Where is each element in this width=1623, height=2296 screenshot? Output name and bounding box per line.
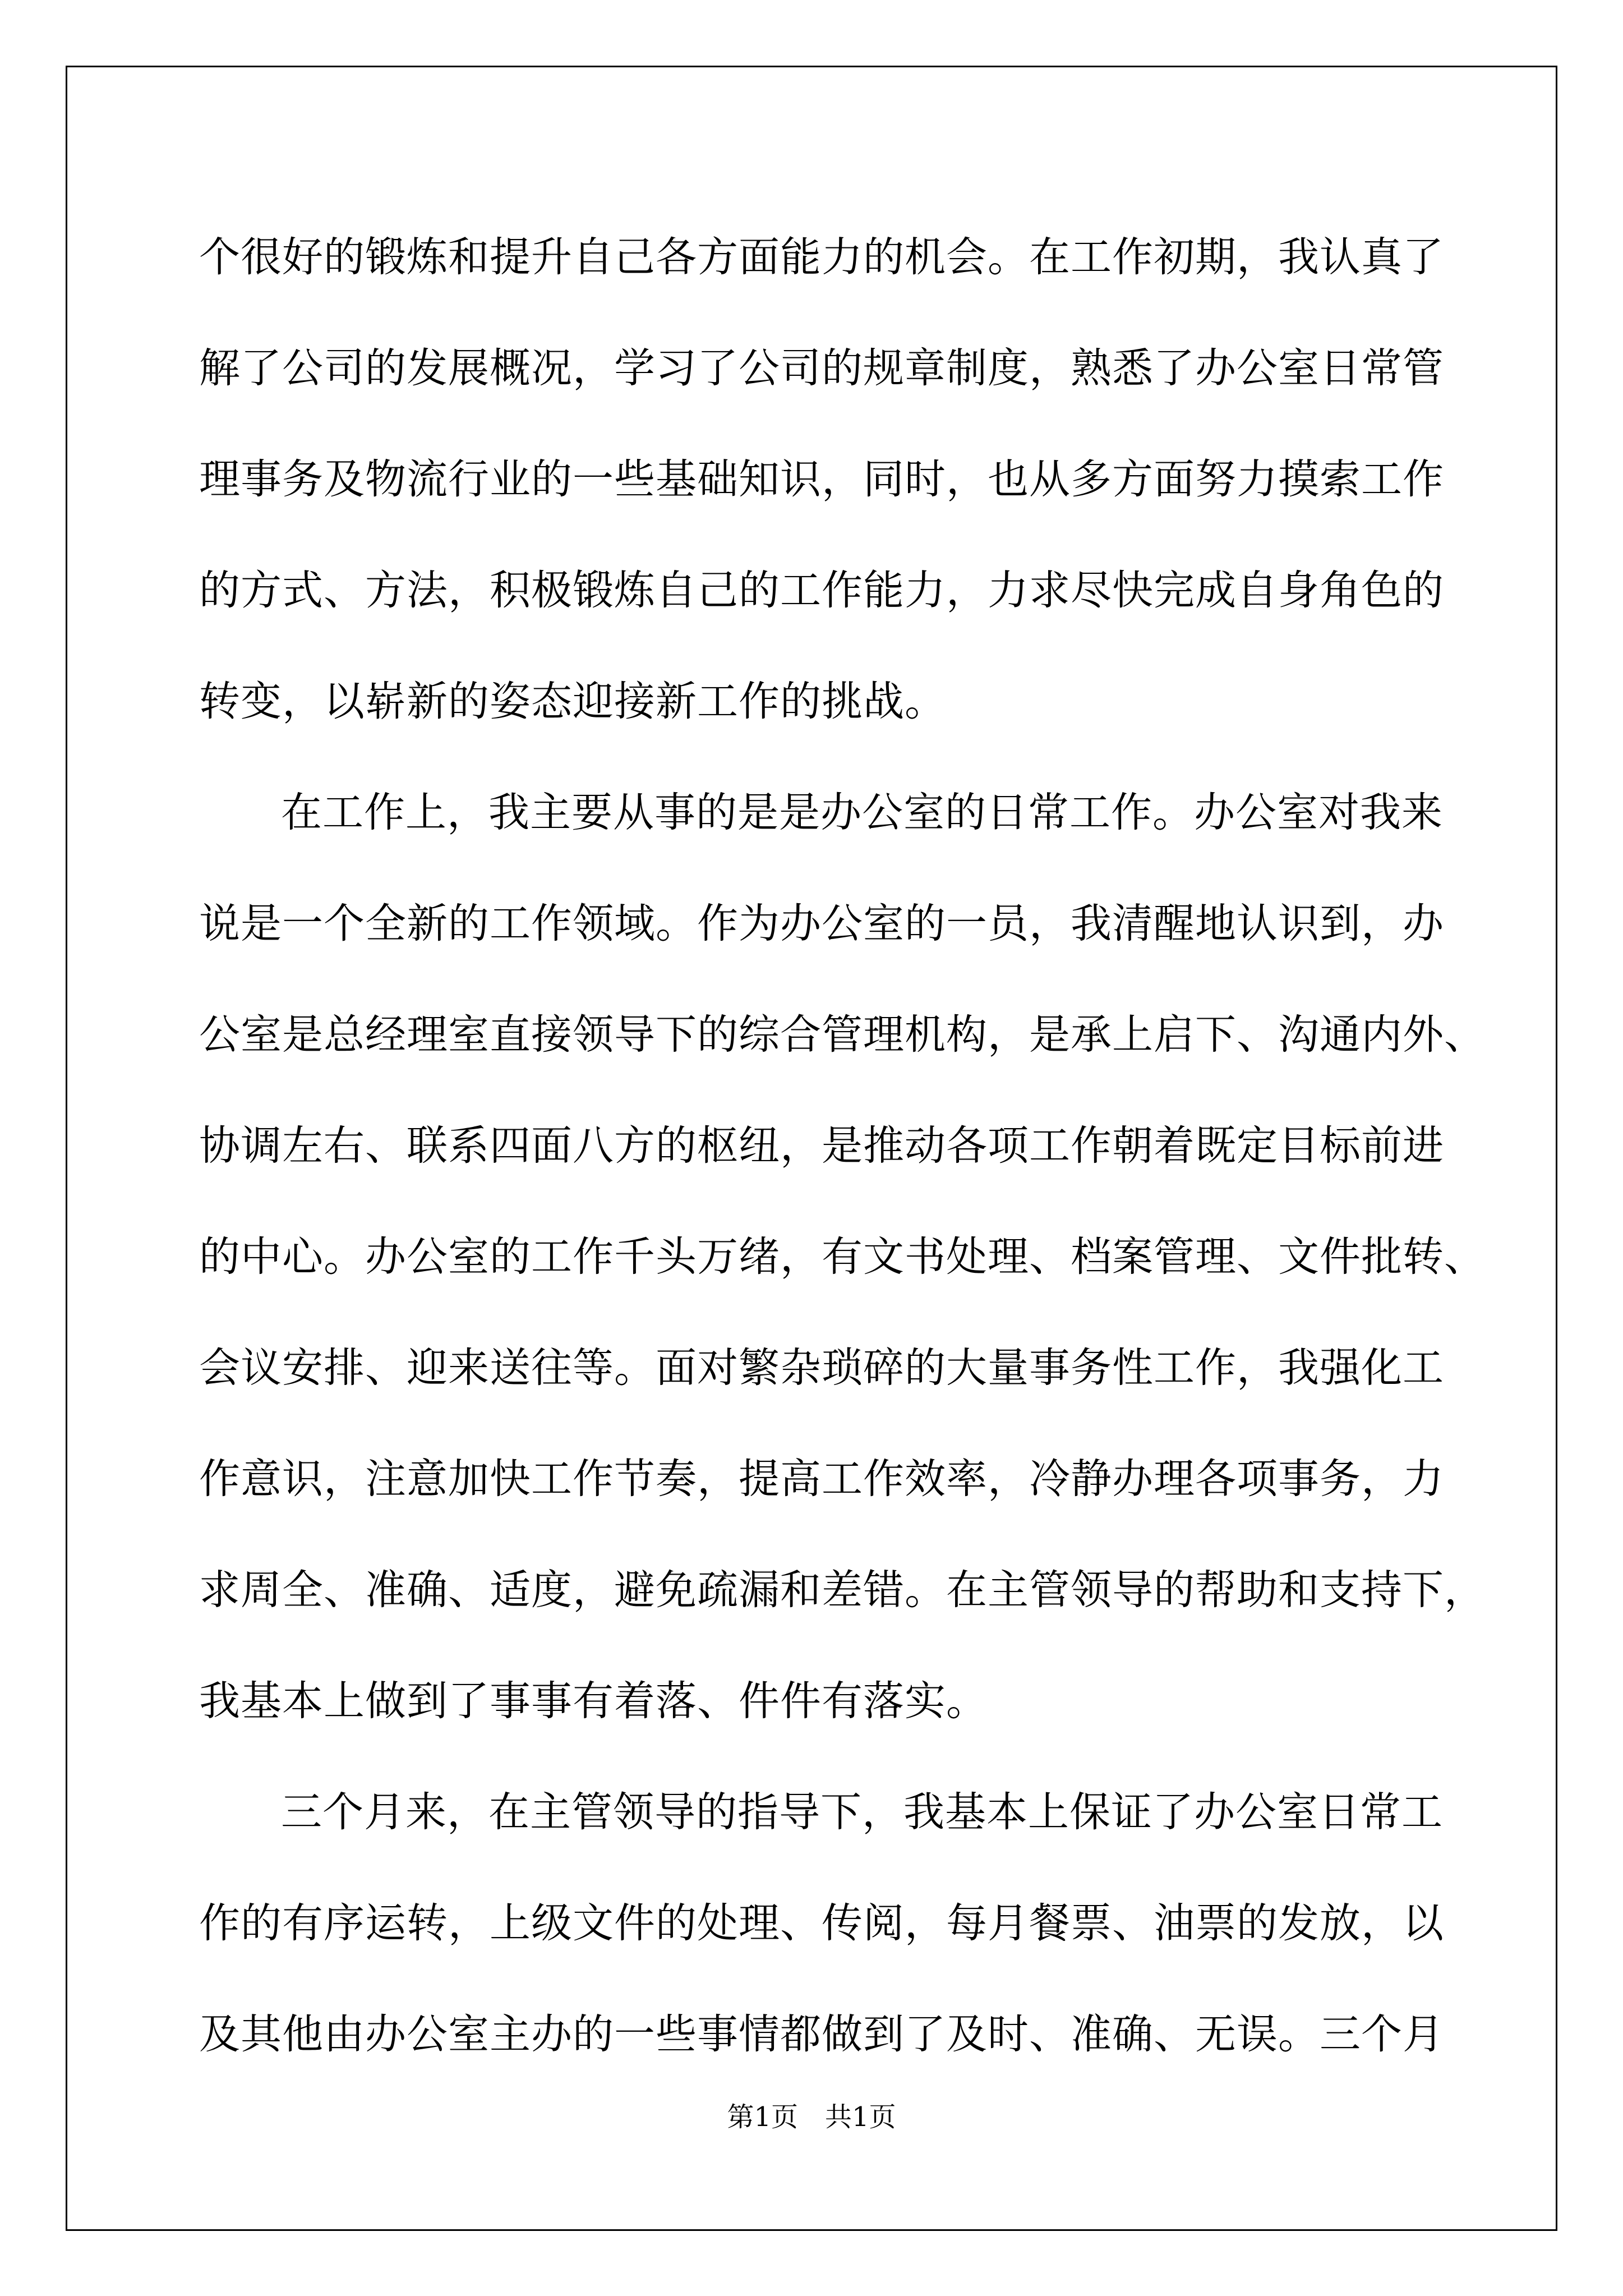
page-number-footer: 第1页 共1页 xyxy=(727,2101,896,2133)
text-line: 在工作上，我主要从事的是是办公室的日常工作。办公室对我来 xyxy=(281,789,1443,836)
text-line: 说是一个全新的工作领域。作为办公室的一员，我清醒地认识到，办 xyxy=(199,900,1444,947)
text-line: 公室是总经理室直接领导下的综合管理机构，是承上启下、沟通内外、 xyxy=(199,1011,1486,1059)
text-line: 求周全、准确、适度，避免疏漏和差错。在主管领导的帮助和支持下， xyxy=(199,1566,1486,1614)
text-line: 我基本上做到了事事有着落、件件有落实。 xyxy=(199,1677,988,1725)
text-line: 转变，以崭新的姿态迎接新工作的挑战。 xyxy=(199,678,946,725)
text-line: 作意识，注意加快工作节奏，提高工作效率，冷静办理各项事务，力 xyxy=(199,1455,1444,1503)
text-line: 协调左右、联系四面八方的枢纽，是推动各项工作朝着既定目标前进 xyxy=(199,1122,1444,1170)
text-line: 及其他由办公室主办的一些事情都做到了及时、准确、无误。三个月 xyxy=(199,2010,1444,2058)
text-line: 会议安排、迎来送往等。面对繁杂琐碎的大量事务性工作，我强化工 xyxy=(199,1344,1444,1392)
text-line: 三个月来，在主管领导的指导下，我基本上保证了办公室日常工 xyxy=(281,1788,1443,1836)
text-line: 的方式、方法，积极锻炼自己的工作能力，力求尽快完成自身角色的 xyxy=(199,567,1444,614)
text-line: 作的有序运转，上级文件的处理、传阅，每月餐票、油票的发放，以 xyxy=(199,1899,1444,1947)
text-line: 解了公司的发展概况，学习了公司的规章制度，熟悉了办公室日常管 xyxy=(199,344,1444,392)
document-body xyxy=(199,202,1486,2090)
text-line: 的中心。办公室的工作千头万绪，有文书处理、档案管理、文件批转、 xyxy=(199,1233,1486,1281)
text-line: 个很好的锻炼和提升自己各方面能力的机会。在工作初期，我认真了 xyxy=(199,233,1444,281)
text-line: 理事务及物流行业的一些基础知识，同时，也从多方面努力摸索工作 xyxy=(199,455,1444,503)
